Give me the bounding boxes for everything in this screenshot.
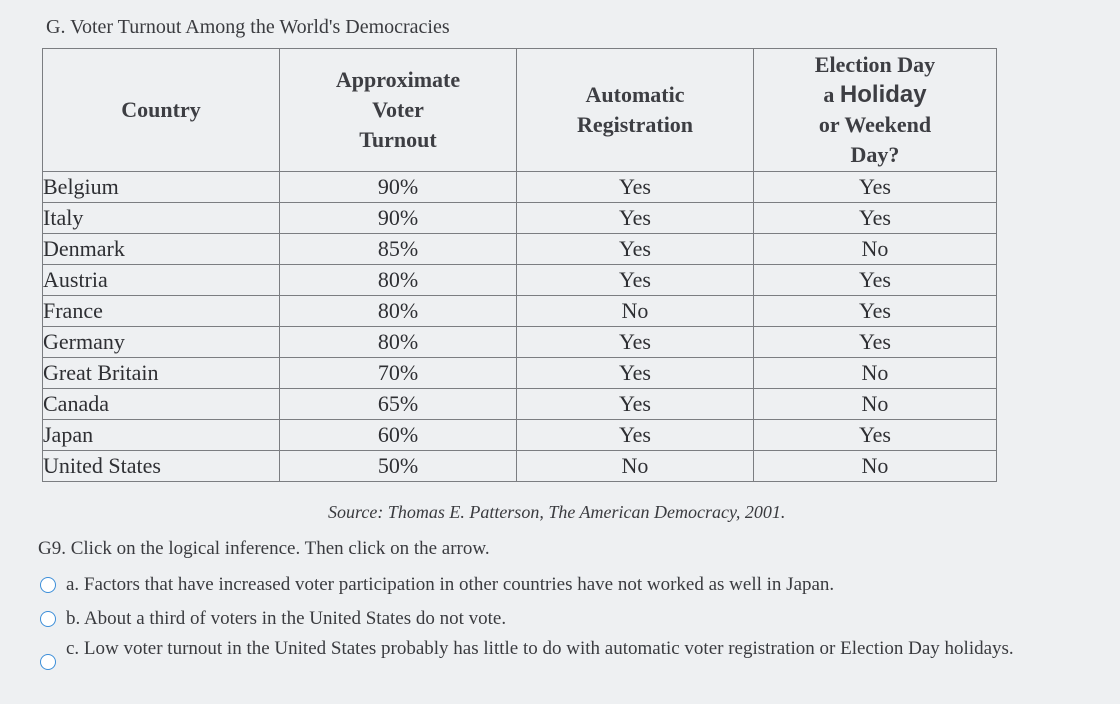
cell-turnout: 65% (280, 389, 517, 420)
cell-turnout: 80% (280, 327, 517, 358)
cell-automatic-registration: Yes (517, 234, 754, 265)
table-header-row (43, 49, 997, 172)
cell-automatic-registration: No (517, 296, 754, 327)
option-c[interactable] (40, 636, 1076, 670)
header-country: Country (43, 49, 280, 172)
header-turnout: Approximate Voter Turnout (280, 49, 517, 172)
cell-country: Italy (43, 203, 280, 234)
option-b-label[interactable]: b. About a third of voters in the United States do not vote. (66, 608, 507, 629)
cell-turnout: 90% (280, 172, 517, 203)
option-a[interactable] (40, 572, 1076, 598)
cell-country: Canada (43, 389, 280, 420)
radio-button-b[interactable] (40, 611, 56, 627)
cell-automatic-registration: Yes (517, 327, 754, 358)
cell-automatic-registration: Yes (517, 420, 754, 451)
table-row (43, 451, 997, 482)
cell-turnout: 50% (280, 451, 517, 482)
cell-election-holiday: No (754, 234, 997, 265)
table-row (43, 296, 997, 327)
table-row (43, 327, 997, 358)
header-election-day-holiday: Election Day a Holiday or Weekend Day? (754, 49, 997, 172)
cell-election-holiday: No (754, 358, 997, 389)
cell-automatic-registration: Yes (517, 203, 754, 234)
cell-turnout: 90% (280, 203, 517, 234)
cell-election-holiday: Yes (754, 172, 997, 203)
table-row (43, 420, 997, 451)
cell-country: Belgium (43, 172, 280, 203)
radio-button-c[interactable] (40, 654, 56, 670)
source-citation: Source: Thomas E. Patterson, The American Democracy, 2001. (328, 502, 786, 522)
cell-country: Japan (43, 420, 280, 451)
table-row (43, 234, 997, 265)
cell-election-holiday: No (754, 451, 997, 482)
table-row (43, 172, 997, 203)
cell-country: Great Britain (43, 358, 280, 389)
cell-automatic-registration: Yes (517, 172, 754, 203)
cell-election-holiday: Yes (754, 296, 997, 327)
cell-country: Austria (43, 265, 280, 296)
cell-turnout: 70% (280, 358, 517, 389)
option-c-label[interactable]: c. Low voter turnout in the United States probably has little to do with automatic voter registration or Election Day holidays. (66, 638, 1014, 659)
voter-turnout-table (42, 48, 997, 482)
radio-button-a[interactable] (40, 577, 56, 593)
cell-turnout: 80% (280, 265, 517, 296)
cell-election-holiday: Yes (754, 420, 997, 451)
cell-automatic-registration: Yes (517, 265, 754, 296)
header-automatic-registration: Automatic Registration (517, 49, 754, 172)
cell-turnout: 60% (280, 420, 517, 451)
table-row (43, 265, 997, 296)
cell-election-holiday: Yes (754, 327, 997, 358)
cell-country: United States (43, 451, 280, 482)
section-title: G. Voter Turnout Among the World's Democracies (46, 16, 450, 38)
table-row (43, 389, 997, 420)
cell-turnout: 85% (280, 234, 517, 265)
cell-election-holiday: Yes (754, 203, 997, 234)
cell-automatic-registration: Yes (517, 389, 754, 420)
cell-automatic-registration: Yes (517, 358, 754, 389)
option-a-label[interactable]: a. Factors that have increased voter participation in other countries have not worked as well in Japan. (66, 574, 835, 595)
cell-election-holiday: Yes (754, 265, 997, 296)
question-prompt: G9. Click on the logical inference. Then click on the arrow. (38, 538, 490, 559)
cell-country: France (43, 296, 280, 327)
option-b[interactable] (40, 606, 1076, 632)
cell-country: Germany (43, 327, 280, 358)
cell-election-holiday: No (754, 389, 997, 420)
table-row (43, 358, 997, 389)
cell-automatic-registration: No (517, 451, 754, 482)
table-row (43, 203, 997, 234)
cell-country: Denmark (43, 234, 280, 265)
cell-turnout: 80% (280, 296, 517, 327)
